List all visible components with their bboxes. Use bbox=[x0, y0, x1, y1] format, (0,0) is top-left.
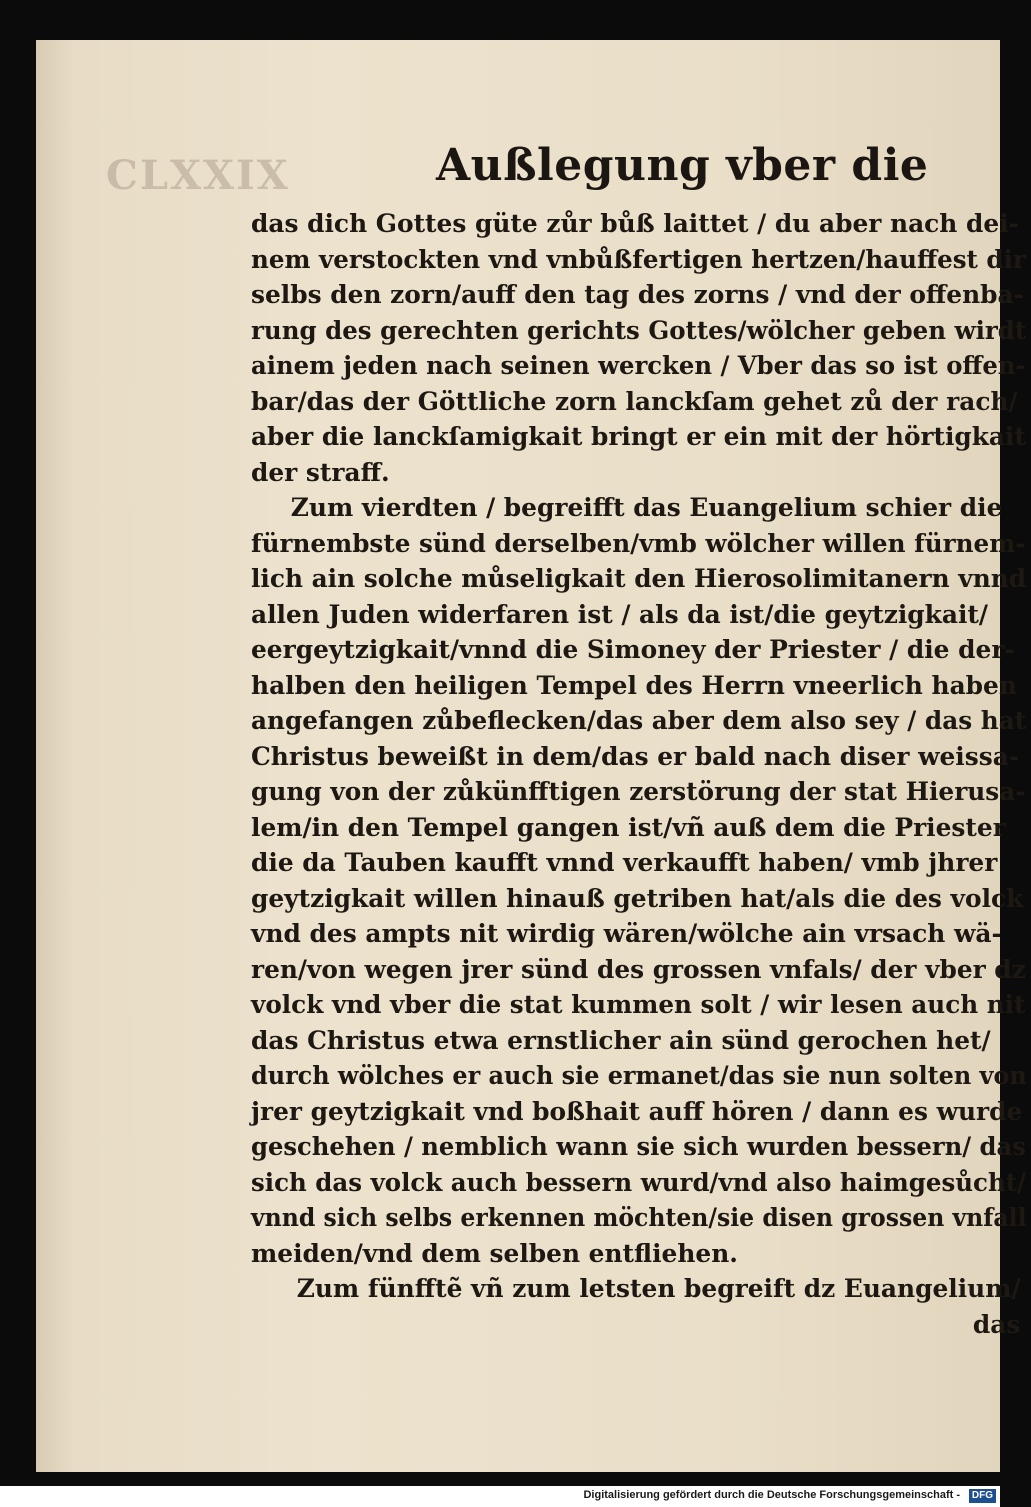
text-line: rung des gerechten gerichts Gottes/wölcher geben wirdt bbox=[251, 315, 1027, 345]
text-line: gung von der zůkünfftigen zerstörung der stat Hierusa- bbox=[251, 777, 1026, 806]
text-line: lem/in den Tempel gangen ist/vñ auß dem die Priester bbox=[251, 812, 1006, 842]
text-line: geschehen / nemblich wann sie sich wurden bessern/ das bbox=[251, 1132, 1026, 1161]
text-line: fürnembste sünd derselben/vmb wölcher willen fürnem- bbox=[251, 528, 1026, 558]
text-line: ren/von wegen jrer sünd des grossen vnfals/ der vber dz bbox=[251, 954, 1026, 984]
digitization-footer bbox=[0, 1486, 1000, 1507]
text-line: vnnd sich selbs erkennen möchten/sie disen grossen vnfall bbox=[251, 1203, 1027, 1232]
text-line: bar/das der Göttliche zorn lanckſam gehet zů der rach/ bbox=[251, 386, 1018, 416]
text-line: die da Tauben kaufft vnnd verkaufft haben/ vmb jhrer bbox=[251, 848, 998, 877]
paragraph-start-line: Zum fünfftẽ vñ zum letsten begreift dz Euangelium/ bbox=[296, 1274, 1021, 1303]
funding-credit: Digitalisierung gefördert durch die Deutsche Forschungsgemeinschaft - bbox=[583, 1489, 960, 1501]
text-line: angefangen zůbeflecken/das aber dem also sey / das hat bbox=[251, 706, 1027, 735]
catchword: das bbox=[972, 1309, 1021, 1339]
text-line: allen Juden widerfaren ist / als da ist/die geytzigkait/ bbox=[251, 599, 988, 629]
text-line: durch wölches er auch sie ermanet/das sie nun solten von bbox=[251, 1061, 1027, 1090]
text-line: das Christus etwa ernstlicher ain sünd gerochen het/ bbox=[251, 1025, 991, 1055]
text-line: ainem jeden nach seinen wercken / Vber das so ist offen- bbox=[251, 351, 1026, 380]
text-line: nem verstockten vnd vnbůßfertigen hertzen/hauffest dir bbox=[251, 244, 1026, 274]
text-line: meiden/vnd dem selben entfliehen. bbox=[251, 1238, 738, 1268]
running-header: Außlegung vber die bbox=[436, 140, 929, 191]
text-line: der straff. bbox=[251, 457, 390, 487]
text-line: sich das volck auch bessern wurd/vnd also haimgesůcht/ bbox=[251, 1167, 1026, 1197]
dfg-logo-icon: DFG bbox=[969, 1489, 996, 1503]
text-line: volck vnd vber die stat kummen solt / wir lesen auch nit bbox=[251, 990, 1026, 1019]
text-line: selbs den zorn/auff den tag des zorns / vnd der offenba- bbox=[251, 280, 1024, 309]
text-line: lich ain solche můseligkait den Hierosolimitanern vnnd bbox=[251, 564, 1027, 593]
text-line: aber die lanckſamigkait bringt er ein mit der hörtigkait bbox=[251, 422, 1026, 451]
text-line: eergeytzigkait/vnnd die Simoney der Priester / die der- bbox=[251, 635, 1015, 664]
text-line: jrer geytzigkait vnd boßhait auff hören / dann es wurde bbox=[251, 1096, 1023, 1126]
paragraph-start-line: Zum vierdten / begreifft das Euangelium schier die bbox=[290, 493, 1003, 522]
text-line: Christus beweißt in dem/das er bald nach diser weissa- bbox=[251, 741, 1020, 771]
text-line: geytzigkait willen hinauß getriben hat/als die des volck bbox=[251, 883, 1024, 913]
text-line: halben den heiligen Tempel des Herrn vneerlich haben bbox=[251, 670, 1017, 700]
page-body bbox=[251, 206, 1031, 1342]
bleed-through-folio: CLXXIX bbox=[106, 152, 290, 199]
text-line: vnd des ampts nit wirdig wären/wölche ain vrsach wä- bbox=[251, 919, 1002, 948]
text-line: das dich Gottes güte zůr bůß laittet / du aber nach dei- bbox=[251, 209, 1019, 238]
book-page bbox=[36, 40, 1027, 1472]
